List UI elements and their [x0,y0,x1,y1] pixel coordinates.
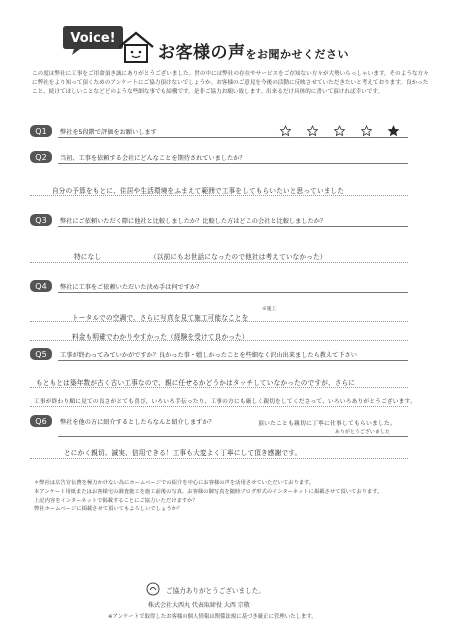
q6-underline [58,436,408,437]
q3-text: 弊社にご依頼いただく際に他社と比較しましたか？比較した方はどこの会社と比較しましたか？ [60,217,327,225]
q2-answer-line-1: 自分の予算をもとに、住居や生活環境をふまえて範囲で工事をしてもらいたいと思っていました [52,187,345,195]
star-icon[interactable] [360,125,373,137]
intro-text: この度は弊社に工事をご用命頂き誠にありがとうございました。世の中には弊社の存在やサービスをご存知ない方々が大勢いらっしゃいます。そのような方々に弊社をより知って頂くためのアンケートにご協力頂けないでしょうか。お客様のご意見を今後の活動に反映させていただきたいと考えております。良かったこと、続けてほしいことなどどのような些細な事でも結構です。是非ご協力お願い致します。出来るだけ具体的に書いて頂ければ幸いです。 [32,71,429,95]
notes [34,479,424,514]
q2-underline [58,163,408,164]
q3-answer-line-2: （以前にもお世話になったので他社は考えていなかった） [150,253,327,261]
privacy-disclaimer: ※アンケートで取得したお客様の個人情報は関係法規に基づき厳正に管理いたします。 [108,614,317,620]
note-line: 本アンケート用紙またはお客様宅の調査施工を施工前後の写真、お客様の御写真を随時ブログ形式のインターネットに掲載させて頂いております。 [34,488,383,495]
q5-answer-line-1: もともとは築年数が古く古い工事なので、親に任せるかどうかはタッチしていなかったのですが、さらに [36,379,356,387]
house-mascot-icon [116,30,156,64]
q6-answer-extra-2: ありがとうございました [335,430,390,435]
answer-line [30,195,408,196]
q6-answer-line-1: とにかく親切、誠実、信用できる！工事も大変よく丁寧にして頂き感謝です。 [64,449,302,457]
question-1 [30,124,408,138]
q6-text: 弊社を他の方に紹介するとしたらなんと紹介しますか？ [60,418,215,426]
star-icon[interactable] [333,125,346,137]
q3-answer-line-1: 特になし [74,253,102,261]
q1-underline [58,137,408,138]
selected-star-icon[interactable] [387,125,400,137]
q2-text: 当初、工事を依頼する会社にどんなことを期待されていましたか？ [60,154,246,162]
company-name: 株式会社大西丸 代表取締役 大西 宗敬 [148,602,250,609]
title-sub: をお聞かせください [245,48,349,61]
q2-badge: Q2 [30,151,52,163]
q5-text: 工事が終わってみていかがですか？良かった事・嬉しかったことを些細なく沢山出来ましたら教えて下さい [60,351,357,359]
voice-label: Voice! [70,31,116,46]
question-2 [30,150,408,208]
thanks-logo-icon [146,582,160,596]
star-icon[interactable] [306,125,319,137]
rating-stars [279,125,400,137]
question-6 [30,414,408,470]
q3-badge: Q3 [30,214,52,226]
q3-underline [58,226,408,227]
q6-answer-extra-1: 頂いたことも親切に丁寧に仕事してもらいました。 [258,421,396,427]
answer-line [30,406,408,407]
q1-badge: Q1 [30,125,52,137]
q4-text: 弊社に工事をご依頼いただいた決め手は何ですか？ [60,283,203,291]
q4-answer-note: ※施工 [262,307,277,312]
q4-underline [58,292,408,293]
note-line: 弊社ホームページに掲載させて頂いてもよろしいでしょうか？ [34,506,183,513]
title-main: お客様の声 [158,43,246,63]
q4-answer-line-2: 料金も明確でわかりやすかった（経験を受けて良かった） [72,333,249,341]
q6-badge: Q6 [30,415,52,427]
voice-bubble-icon [62,22,124,56]
q5-badge: Q5 [30,348,52,360]
page-title [158,38,349,63]
star-icon[interactable] [279,125,292,137]
question-5 [30,347,416,409]
q4-badge: Q4 [30,280,52,292]
q1-text: 弊社を5段階で評価をお願いします [60,128,157,136]
q5-underline [58,360,408,361]
thanks-text: ご協力ありがとうございました。 [166,587,265,595]
note-line: ＊弊社は広告宣伝費を極力かけない為にホームページでの紹介を中心にお客様の声を活用させていただいております。 [34,480,315,486]
answer-line [30,262,408,263]
note-line: 上記内容をインターネットで掲載することにご協力いただけますか？ [34,497,198,504]
question-4 [30,279,408,341]
answer-line [30,458,408,459]
q4-answer-line-1: トータルでの空調で、さらに写真を見て施工可能なことを [72,314,249,322]
question-3 [30,213,408,273]
answer-line [30,387,408,388]
q5-answer-line-2: 工事が終わり順に見ての良さがとても喜び、いろいろ手伝ったり、工事の方にも厳しく親切をしてくださって、いろいろありがとうございます。 [34,399,416,405]
